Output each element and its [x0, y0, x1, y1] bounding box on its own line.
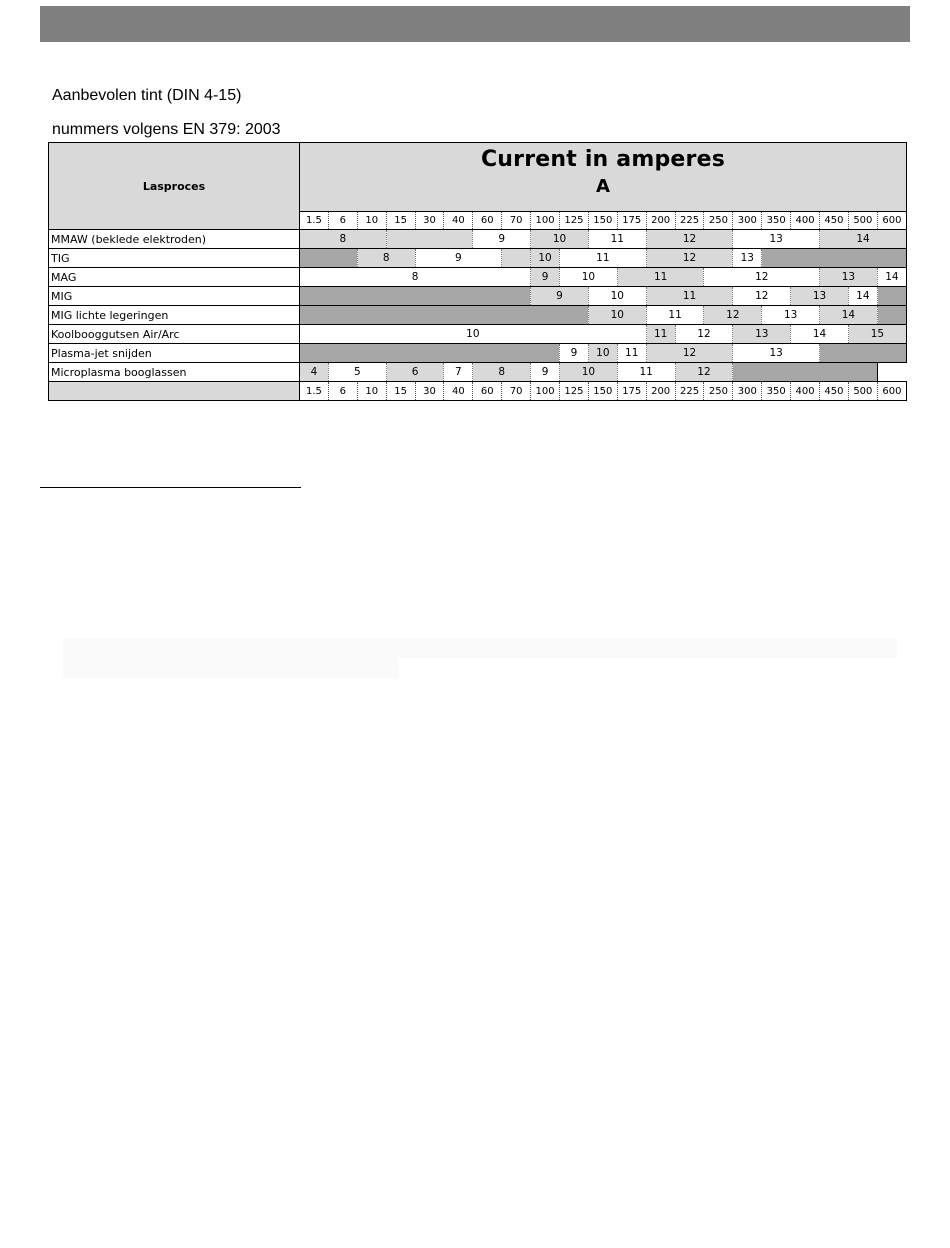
current-title: Current in amperes: [480, 147, 725, 172]
current-tick: 350: [762, 212, 791, 230]
process-name: Microplasma booglassen: [49, 363, 300, 382]
shade-number-cell: 10: [531, 249, 560, 268]
current-tick: 600: [877, 212, 906, 230]
process-name: MMAW (beklede elektroden): [49, 230, 300, 249]
current-tick: 100: [531, 212, 560, 230]
current-tick: 225: [675, 212, 704, 230]
shade-number-cell: 12: [704, 306, 762, 325]
current-tick: 40: [444, 382, 473, 401]
faint-block: [63, 639, 897, 658]
current-tick: 10: [357, 212, 386, 230]
current-tick: 70: [502, 212, 531, 230]
shade-number-cell: 8: [473, 363, 531, 382]
current-tick: 175: [617, 212, 646, 230]
current-tick: 250: [704, 382, 733, 401]
process-name: TIG: [49, 249, 300, 268]
current-tick: 10: [357, 382, 386, 401]
current-tick: 300: [733, 382, 762, 401]
shade-number-cell: 13: [820, 268, 878, 287]
current-header: [300, 143, 907, 212]
shade-number-cell: 15: [848, 325, 906, 344]
process-header: Lasproces: [49, 143, 300, 230]
current-tick: 500: [848, 382, 877, 401]
shade-number-cell: 11: [560, 249, 647, 268]
current-tick: 125: [560, 212, 589, 230]
current-tick: 600: [877, 382, 906, 401]
heading-standard: nummers volgens EN 379: 2003: [52, 121, 281, 138]
shade-number-cell: 11: [588, 230, 646, 249]
shade-number-cell: 12: [646, 230, 733, 249]
not-applicable-cell: [820, 344, 907, 363]
shade-number-cell: 13: [762, 306, 820, 325]
heading-recommended-shade: Aanbevolen tint (DIN 4-15): [52, 87, 242, 104]
shade-number-cell: 7: [444, 363, 473, 382]
shade-number-cell: 4: [300, 363, 329, 382]
not-applicable-cell: [762, 249, 907, 268]
shade-table: [48, 142, 907, 401]
shade-number-cell: 12: [675, 325, 733, 344]
shade-number-cell: 12: [646, 344, 733, 363]
shade-number-cell: 12: [733, 287, 791, 306]
current-tick: 6: [328, 212, 357, 230]
shade-number-cell: 9: [415, 249, 502, 268]
footer-blank-cell: [49, 382, 300, 401]
shade-number-cell: 11: [646, 325, 675, 344]
current-tick: 300: [733, 212, 762, 230]
current-tick: 400: [791, 212, 820, 230]
shade-number-cell: 8: [300, 230, 387, 249]
process-name: Plasma-jet snijden: [49, 344, 300, 363]
faint-block: [63, 658, 399, 678]
process-row: [49, 325, 907, 344]
shade-number-cell: 9: [531, 268, 560, 287]
not-applicable-cell: [877, 306, 906, 325]
shade-number-cell: 12: [646, 249, 733, 268]
shade-number-cell: 8: [357, 249, 415, 268]
shade-number-cell: 12: [675, 363, 733, 382]
shade-number-cell: 5: [328, 363, 386, 382]
current-tick: 70: [502, 382, 531, 401]
current-tick: 400: [791, 382, 820, 401]
current-tick: 175: [617, 382, 646, 401]
shade-number-cell: 13: [733, 230, 820, 249]
current-tick: 225: [675, 382, 704, 401]
shade-number-cell: 8: [300, 268, 531, 287]
shade-number-cell: 13: [733, 249, 762, 268]
not-applicable-cell: [300, 344, 560, 363]
current-tick: 200: [646, 382, 675, 401]
not-applicable-cell: [386, 230, 473, 249]
shade-number-cell: 12: [704, 268, 820, 287]
current-tick: 500: [848, 212, 877, 230]
shade-number-cell: 11: [646, 306, 704, 325]
current-tick: 30: [415, 212, 444, 230]
not-applicable-cell: [502, 249, 531, 268]
process-name: Koolbooggutsen Air/Arc: [49, 325, 300, 344]
current-tick: 150: [588, 212, 617, 230]
header-bar: [40, 6, 910, 42]
current-tick: 15: [386, 212, 415, 230]
current-tick: 450: [820, 212, 849, 230]
footnote-separator: [40, 487, 301, 488]
shade-number-cell: 11: [617, 268, 704, 287]
shade-number-cell: 14: [877, 268, 906, 287]
shade-number-cell: 13: [733, 344, 820, 363]
process-row: [49, 344, 907, 363]
shade-number-cell: 13: [733, 325, 791, 344]
current-tick: 30: [415, 382, 444, 401]
not-applicable-cell: [300, 306, 589, 325]
shade-number-cell: 11: [617, 363, 675, 382]
shade-number-cell: 14: [791, 325, 849, 344]
shade-number-cell: 10: [531, 230, 589, 249]
not-applicable-cell: [300, 287, 531, 306]
current-tick: 100: [531, 382, 560, 401]
shade-number-cell: 10: [588, 344, 617, 363]
shade-number-cell: 10: [300, 325, 647, 344]
current-tick: 1.5: [300, 382, 329, 401]
current-scale-bottom: [49, 382, 907, 401]
current-tick: 350: [762, 382, 791, 401]
shade-number-cell: 13: [791, 287, 849, 306]
process-row: [49, 249, 907, 268]
process-row: [49, 287, 907, 306]
shade-number-cell: 14: [820, 306, 878, 325]
current-tick: 1.5: [300, 212, 329, 230]
shade-number-cell: 9: [531, 363, 560, 382]
current-tick: 60: [473, 382, 502, 401]
current-tick: 6: [328, 382, 357, 401]
shade-number-cell: 10: [560, 268, 618, 287]
shade-number-cell: 11: [646, 287, 733, 306]
current-tick: 450: [820, 382, 849, 401]
process-row: [49, 230, 907, 249]
header-row: [49, 143, 907, 212]
shade-number-cell: 10: [588, 287, 646, 306]
current-tick: 150: [588, 382, 617, 401]
not-applicable-cell: [733, 363, 877, 382]
shade-number-cell: 11: [617, 344, 646, 363]
shade-number-cell: 10: [588, 306, 646, 325]
shade-number-cell: 9: [473, 230, 531, 249]
process-name: MIG lichte legeringen: [49, 306, 300, 325]
current-tick: 250: [704, 212, 733, 230]
shade-number-cell: 14: [820, 230, 907, 249]
process-row: [49, 306, 907, 325]
current-tick: 60: [473, 212, 502, 230]
current-tick: 40: [444, 212, 473, 230]
process-row: [49, 363, 907, 382]
shade-number-cell: 9: [560, 344, 589, 363]
not-applicable-cell: [877, 287, 906, 306]
current-unit: A: [596, 176, 610, 197]
shade-number-cell: 9: [531, 287, 589, 306]
process-row: [49, 268, 907, 287]
current-tick: 125: [560, 382, 589, 401]
current-tick: 200: [646, 212, 675, 230]
current-tick: 15: [386, 382, 415, 401]
process-name: MIG: [49, 287, 300, 306]
shade-number-cell: 14: [848, 287, 877, 306]
process-name: MAG: [49, 268, 300, 287]
not-applicable-cell: [300, 249, 358, 268]
shade-number-cell: 10: [560, 363, 618, 382]
shade-number-cell: 6: [386, 363, 444, 382]
